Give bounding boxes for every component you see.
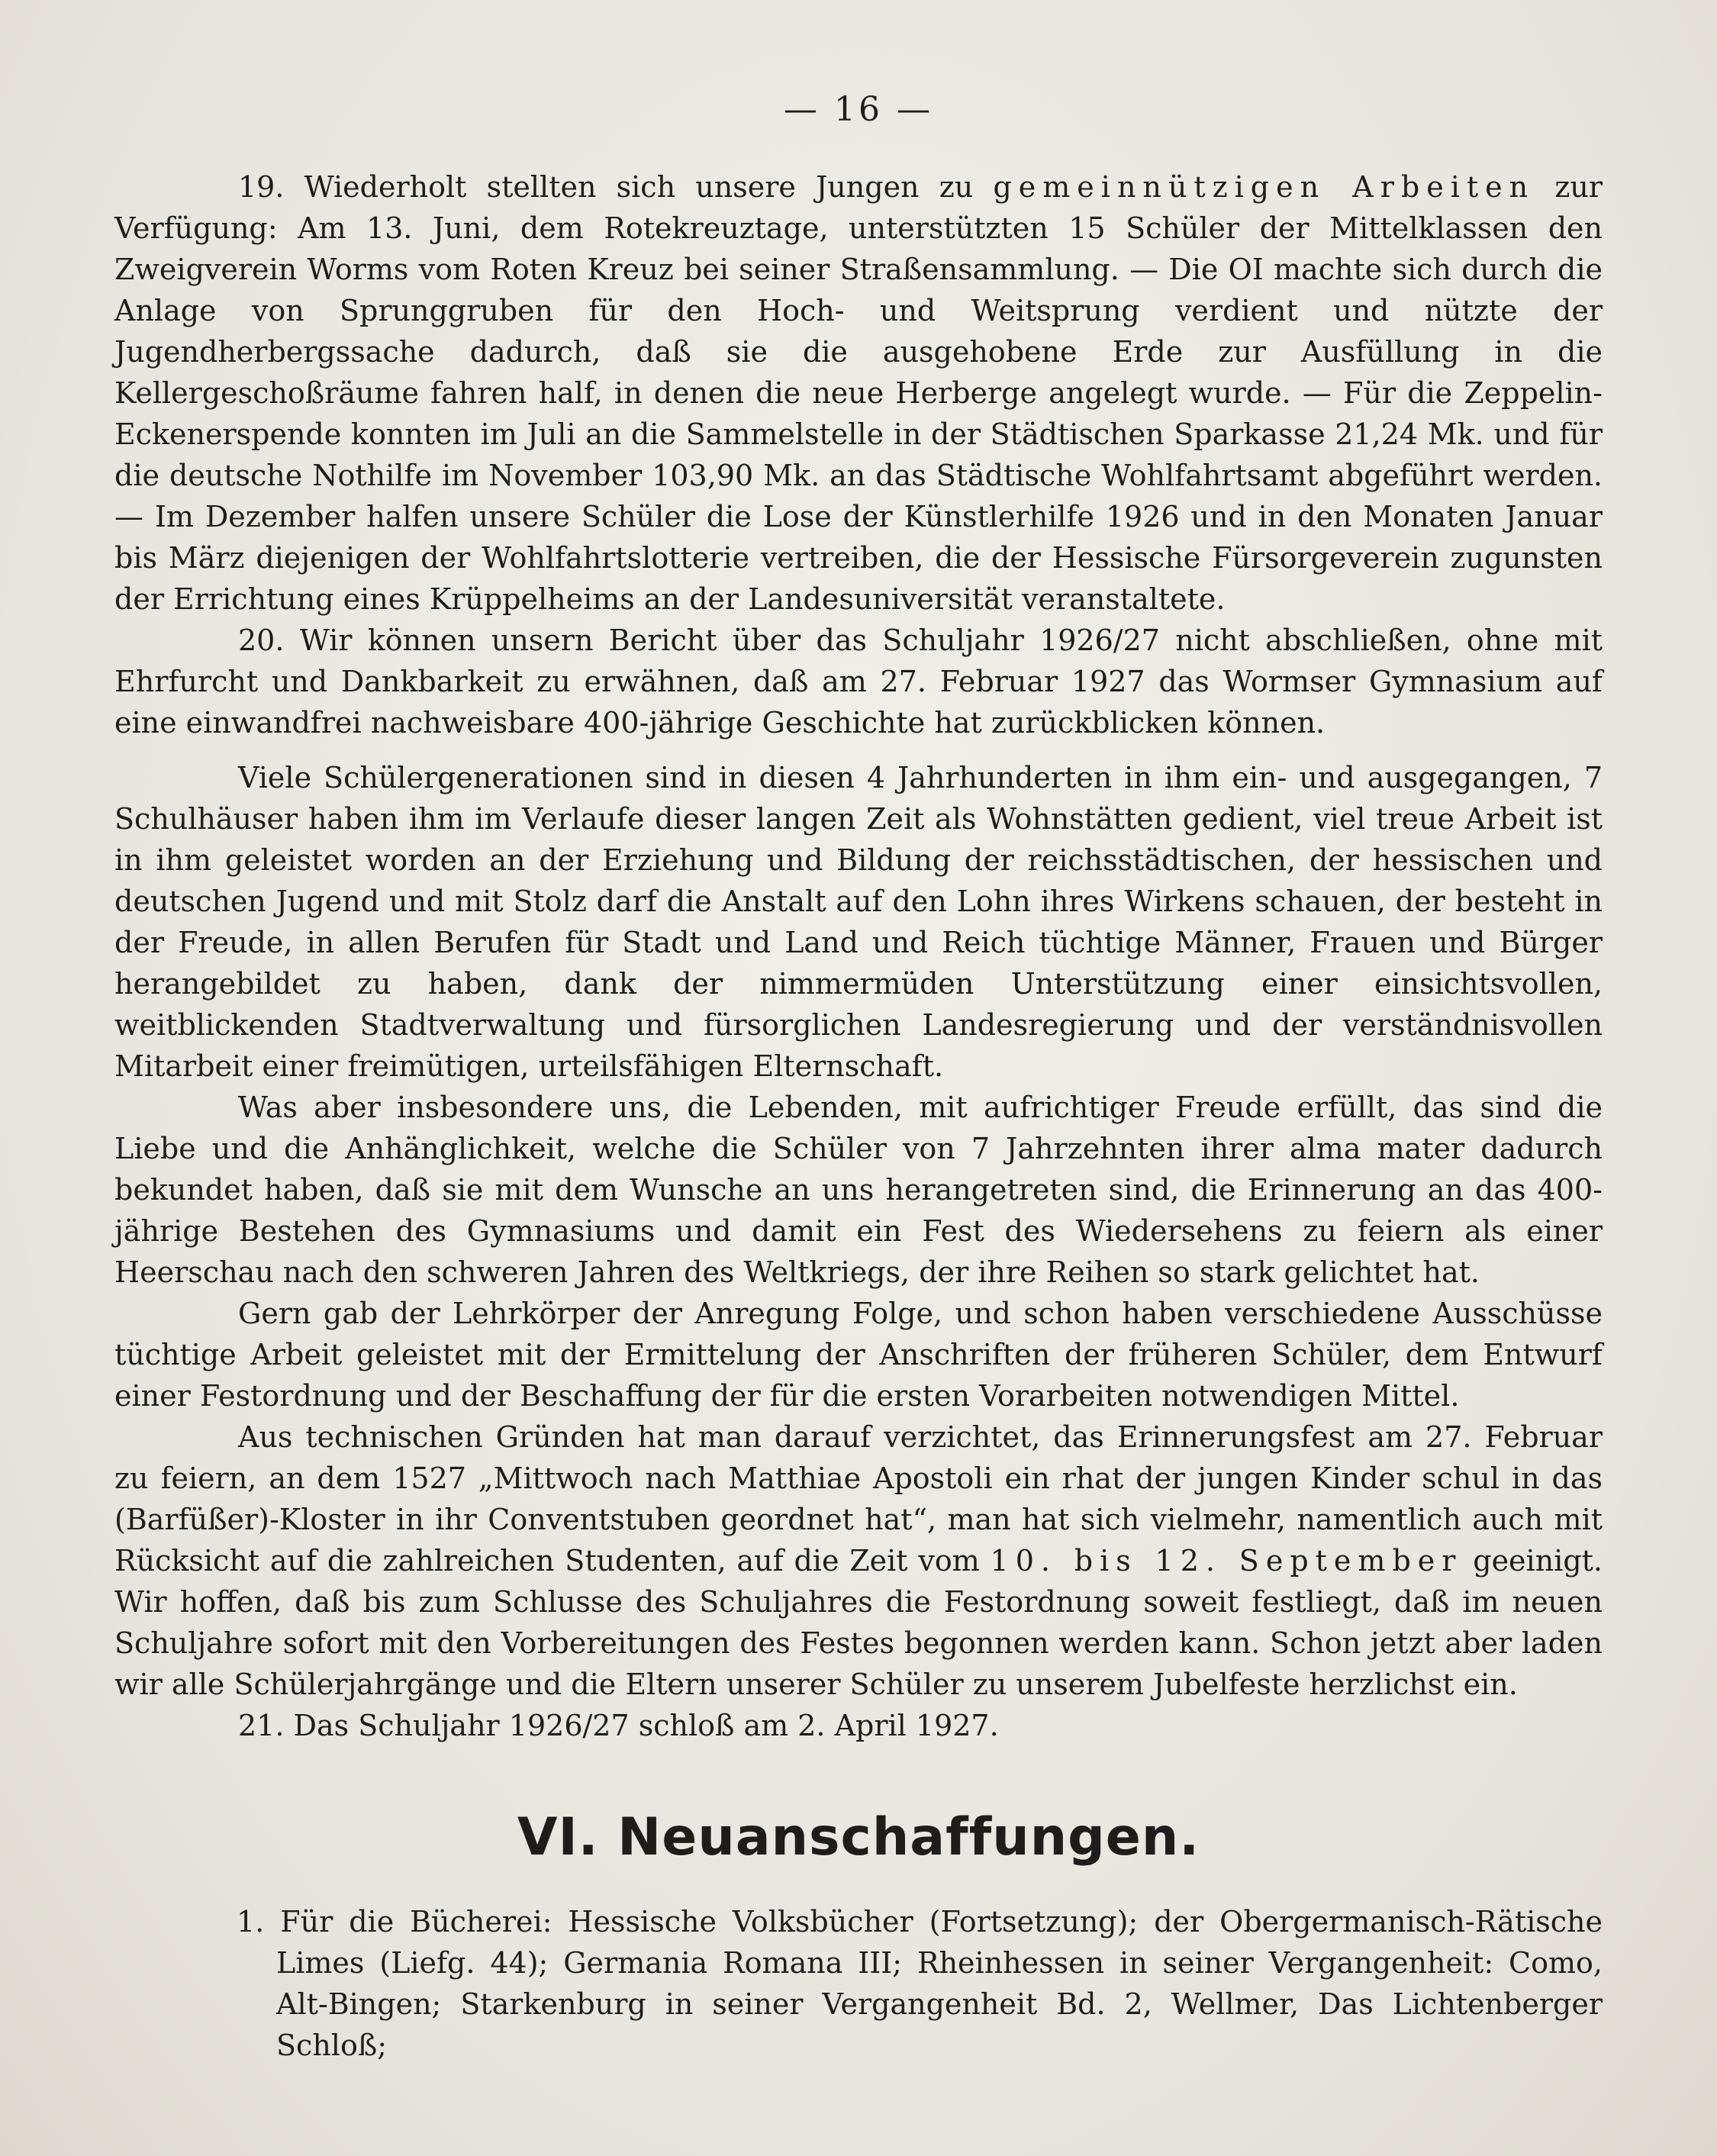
page-number: — 16 — <box>784 90 933 129</box>
paragraph-19-rest: zur Verfügung: Am 13. Juni, dem Rotekreuztage, unterstützten 15 Schüler der Mittelklassen den Zweigverein Worms vom Roten Kreuz bei seiner Straßensammlung. — Die OI machte sich durch die Anlage von Sprunggruben für den Hoch- und Weitsprung verdient und nützte der Jugendherbergssache dadurch, daß sie die ausgehobene Erde zur Ausfüllung in die Kellergeschoßräume fahren half, in denen die neue Herberge angelegt wurde. — Für die Zeppelin-Eckenerspende konnten im Juli an die Sammelstelle in der Städtischen Sparkasse 21,24 Mk. und für die deutsche Nothilfe im November 103,90 Mk. an das Städtische Wohlfahrtsamt abgeführt werden. — Im Dezember halfen unsere Schüler die Lose der Künstlerhilfe 1926 und in den Monaten Januar bis März diejenigen der Wohlfahrtslotterie vertreiben, die der Hessische Fürsorgeverein zugunsten der Errichtung eines Krüppelheims an der Landesuniversität veranstaltete. <box>114 170 1603 616</box>
paragraph-schuelergenerationen: Viele Schülergenerationen sind in diesen 4 Jahrhunderten in ihm ein- und ausgegangen, 7 Schulhäuser haben ihm im Verlaufe dieser langen Zeit als Wohnstätten gedient, viel treue Arbeit ist in ihm geleistet worden an der Erziehung und Bildung der reichsstädtischen, der hessischen und deutschen Jugend und mit Stolz darf die Anstalt auf den Lohn ihres Wirkens schauen, der besteht in der Freude, in allen Berufen für Stadt und Land und Reich tüchtige Männer, Frauen und Bürger herangebildet zu haben, dank der nimmermüden Unterstützung einer einsichtsvollen, weitblickenden Stadtverwaltung und fürsorglichen Landesregierung und der verständnisvollen Mitarbeit einer freimütigen, urteilsfähigen Elternschaft. <box>114 761 1603 1083</box>
paragraph-erinnerungsfest-start: Aus technischen Gründen hat man darauf verzichtet, das Erinnerungsfest am 27. Februar zu feiern, an dem 1527 „Mittwoch nach Matthiae Apostoli ein rhat der jungen Kinder schul in das (Barfüßer)-Kloster in ihr Conventstuben geordnet hat“, man hat sich vielmehr, namentlich auch mit Rücksicht auf die zahlreichen Studenten, auf die Zeit vom <box>114 1420 1603 1578</box>
section-heading: VI. Neuanschaffungen. <box>517 1807 1200 1868</box>
paragraph-erinnerungsfest-date-emphasis: 10. bis 12. September <box>990 1544 1463 1578</box>
paragraph-20: 20. Wir können unsern Bericht über das Schuljahr 1926/27 nicht abschließen, ohne mit Ehrfurcht und Dankbarkeit zu erwähnen, daß am 27. Februar 1927 das Wormser Gymnasium auf eine einwandfrei nachweisbare 400-jährige Geschichte hat zurückblicken können. <box>114 624 1603 740</box>
paragraph-lehrkoerper: Gern gab der Lehrkörper der Anregung Folge, und schon haben verschiedene Ausschüsse tüchtige Arbeit geleistet mit der Ermittelung der Anschriften der früheren Schüler, dem Entwurf einer Festordnung und der Beschaffung der für die ersten Vorarbeiten notwendigen Mittel. <box>114 1297 1603 1413</box>
paragraph-19-start: 19. Wiederholt stellten sich unsere Jungen zu <box>238 170 994 204</box>
paragraph-19 <box>114 166 1603 620</box>
paragraph-21: 21. Das Schuljahr 1926/27 schloß am 2. April 1927. <box>238 1709 999 1742</box>
list-item: 1. Für die Bücherei: Hessische Volksbücher (Fortsetzung); der Obergermanisch-Rätische Limes (Liefg. 44); Germania Romana III; Rheinhessen in seiner Vergangenheit: Como, Alt-Bingen; Starkenburg in seiner Vergangenheit Bd. 2, Wellmer, Das Lichtenberger Schloß; <box>237 1905 1603 2062</box>
paragraph-anhaenglichkeit: Was aber insbesondere uns, die Lebenden, mit aufrichtiger Freude erfüllt, das sind die Liebe und die Anhänglichkeit, welche die Schüler von 7 Jahrzehnten ihrer alma mater dadurch bekundet haben, daß sie mit dem Wunsche an uns herangetreten sind, die Erinnerung an das 400-jährige Bestehen des Gymnasiums und damit ein Fest des Wiedersehens zu feiern als einer Heerschau nach den schweren Jahren des Weltkriegs, der ihre Reihen so stark gelichtet hat. <box>114 1091 1603 1289</box>
paragraph-erinnerungsfest <box>114 1416 1603 1705</box>
paragraph-erinnerungsfest-rest: geeinigt. Wir hoffen, daß bis zum Schlusse des Schuljahres die Festordnung soweit festliegt, daß im neuen Schuljahre sofort mit den Vorbereitungen des Festes begonnen werden kann. Schon jetzt aber laden wir alle Schülerjahrgänge und die Eltern unserer Schüler zu unserem Jubelfeste herzlichst ein. <box>114 1544 1603 1701</box>
paragraph-19-spaced-emphasis: gemeinnützigen Arbeiten <box>993 170 1535 204</box>
body-text <box>114 166 1603 2066</box>
